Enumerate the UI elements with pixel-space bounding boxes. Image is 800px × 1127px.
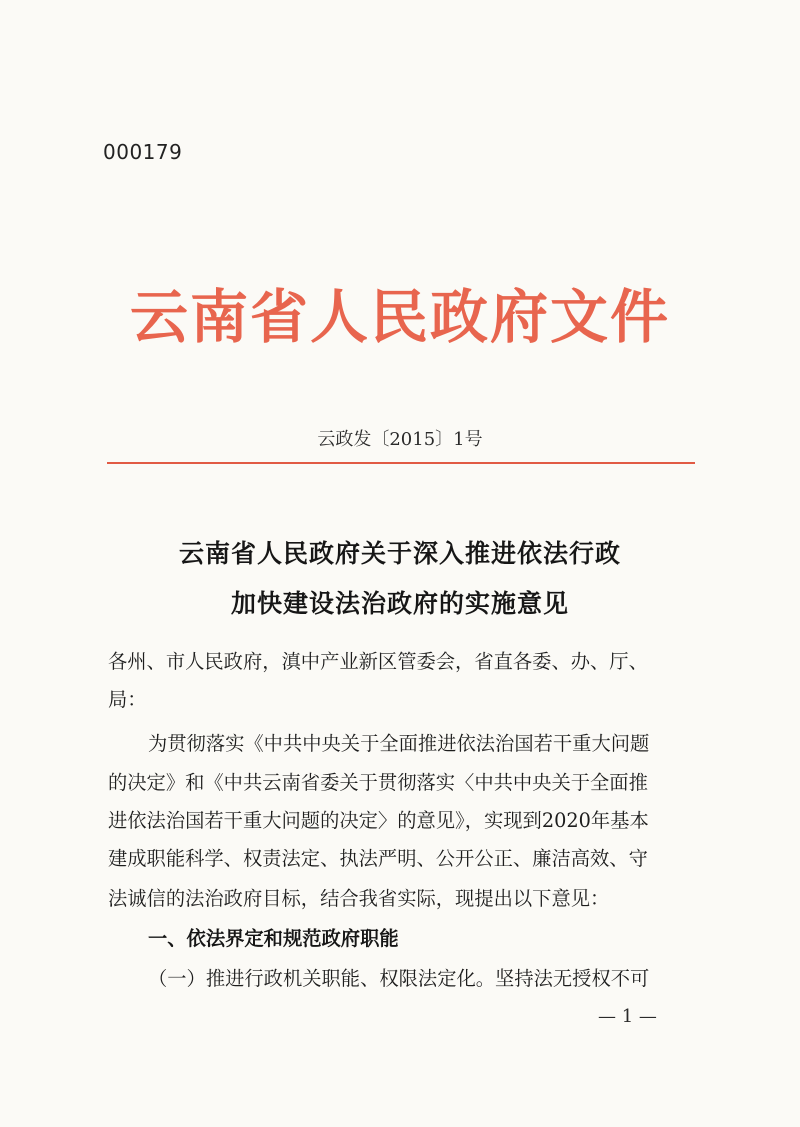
document-code: 云政发〔2015〕1号 <box>317 429 483 450</box>
red-divider-line <box>107 462 695 464</box>
paragraph-line-4: 建成职能科学、权责法定、执法严明、公开公正、廉洁高效、守 <box>108 847 648 870</box>
paragraph-line-2: 的决定》和《中共云南省委关于贯彻落实〈中共中央关于全面推 <box>108 771 648 794</box>
paragraph-line-5: 法诚信的法治政府目标，结合我省实际，现提出以下意见： <box>108 887 610 910</box>
masthead-title: 云南省人民政府文件 <box>129 283 670 351</box>
paragraph-line-3: 进依法治国若干重大问题的决定〉的意见》，实现到2020年基本 <box>108 809 649 832</box>
subsection-line: （一）推进行政机关职能、权限法定化。坚持法无授权不可 <box>148 967 650 990</box>
document-title-line-2: 加快建设法治政府的实施意见 <box>230 589 569 618</box>
section-heading: 一、依法界定和规范政府职能 <box>148 927 399 950</box>
page-number: — 1 — <box>598 1006 657 1027</box>
paragraph-line-1: 为贯彻落实《中共中央关于全面推进依法治国若干重大问题 <box>148 732 650 755</box>
addressee-line-1: 各州、市人民政府，滇中产业新区管委会，省直各委、办、厅、 <box>108 650 648 673</box>
document-title-line-1: 云南省人民政府关于深入推进依法行政 <box>178 539 621 568</box>
addressee-line-2: 局： <box>108 688 147 711</box>
document-serial-number: 000179 <box>103 140 183 164</box>
